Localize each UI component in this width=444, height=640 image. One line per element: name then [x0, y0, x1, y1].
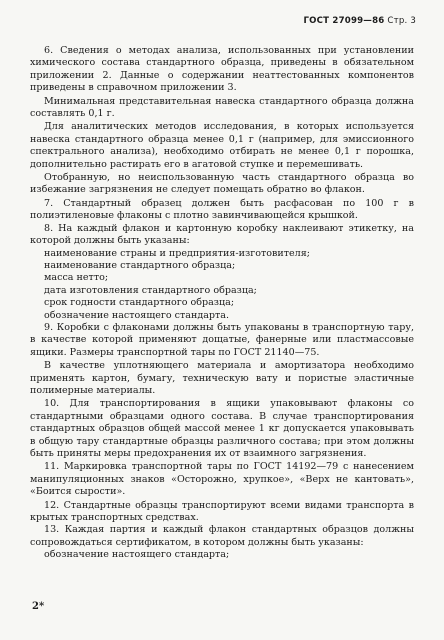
- certificate-item: обозначение настоящего стандарта;: [44, 549, 230, 561]
- label-item: срок годности стандартного образца;: [44, 297, 235, 309]
- paragraph-10: 10. Для транспортирования в ящики упаковывают флаконы со стандартными образцами одного состава. В случае транспортирования стандартных образцов общей массой менее 1 кг допускается упаковывать в общую тару стандартные образцы различного состава; при этом должны быть приняты меры предохранения их от взаимного загрязнения.: [30, 398, 414, 459]
- paragraph-8: 8. На каждый флакон и картонную коробку наклеивают этикетку, на которой должны быть указаны:: [30, 222, 414, 247]
- label-item: обозначение настоящего стандарта.: [44, 309, 230, 321]
- label-item: дата изготовления стандартного образца;: [44, 284, 257, 296]
- page-header: [303, 16, 416, 26]
- paragraph-unused-part: Отобранную, но неиспользованную часть стандартного образца во избежание загрязнения не следует помещать обратно во флакон.: [30, 172, 414, 196]
- paragraph-13: 13. Каждая партия и каждый флакон стандартных образцов должны сопровождаться сертификатом, в котором должны быть указаны:: [30, 524, 414, 548]
- paragraph-9: 9. Коробки с флаконами должны быть упакованы в транспортную тару, в качестве которой применяют дощатые, фанерные или пластмассовые ящики. Размеры транспортной тары по ГОСТ 21140—75.: [30, 321, 414, 358]
- footer-signature-mark: 2*: [32, 601, 45, 612]
- paragraph-12: 12. Стандартные образцы транспортируют всеми видами транспорта в крытых транспортных средствах.: [30, 499, 414, 524]
- label-item: наименование страны и предприятия-изготовителя;: [44, 247, 310, 259]
- page-number: Стр. 3: [387, 16, 416, 26]
- label-item: масса нетто;: [44, 272, 109, 284]
- standard-number: ГОСТ 27099—86: [303, 16, 385, 26]
- label-item: наименование стандартного образца;: [44, 259, 236, 271]
- document-body: [30, 45, 414, 562]
- paragraph-6: 6. Сведения о методах анализа, использованных при установлении химического состава стандартного образца, приведены в обязательном приложении 2. Данные о содержании неаттестованных компонентов приведены в справочном приложении 3.: [30, 45, 414, 94]
- paragraph-7: 7. Стандартный образец должен быть расфасован по 100 г в полиэтиленовые флаконы с плотно завинчивающейся крышкой.: [30, 197, 414, 222]
- paragraph-11: 11. Маркировка транспортной тары по ГОСТ 14192—79 с нанесением манипуляционных знаков «Осторожно, хрупкое», «Верх не кантовать», «Боится сырости».: [30, 461, 414, 498]
- paragraph-cushioning: В качестве уплотняющего материала и амортизатора необходимо применять картон, бумагу, техническую вату и пористые эластичные полимерные материалы.: [30, 360, 414, 396]
- paragraph-min-sample: Минимальная представительная навеска стандартного образца должна составлять 0,1 г.: [30, 95, 414, 120]
- paragraph-analytic-methods: Для аналитических методов исследования, в которых используется навеска стандартного образца менее 0,1 г (например, для эмиссионного спектрального анализа), необходимо отбирать не менее 0,1 г порошка, дополнительно растирать его в агатовой ступке и перемешивать.: [30, 121, 414, 170]
